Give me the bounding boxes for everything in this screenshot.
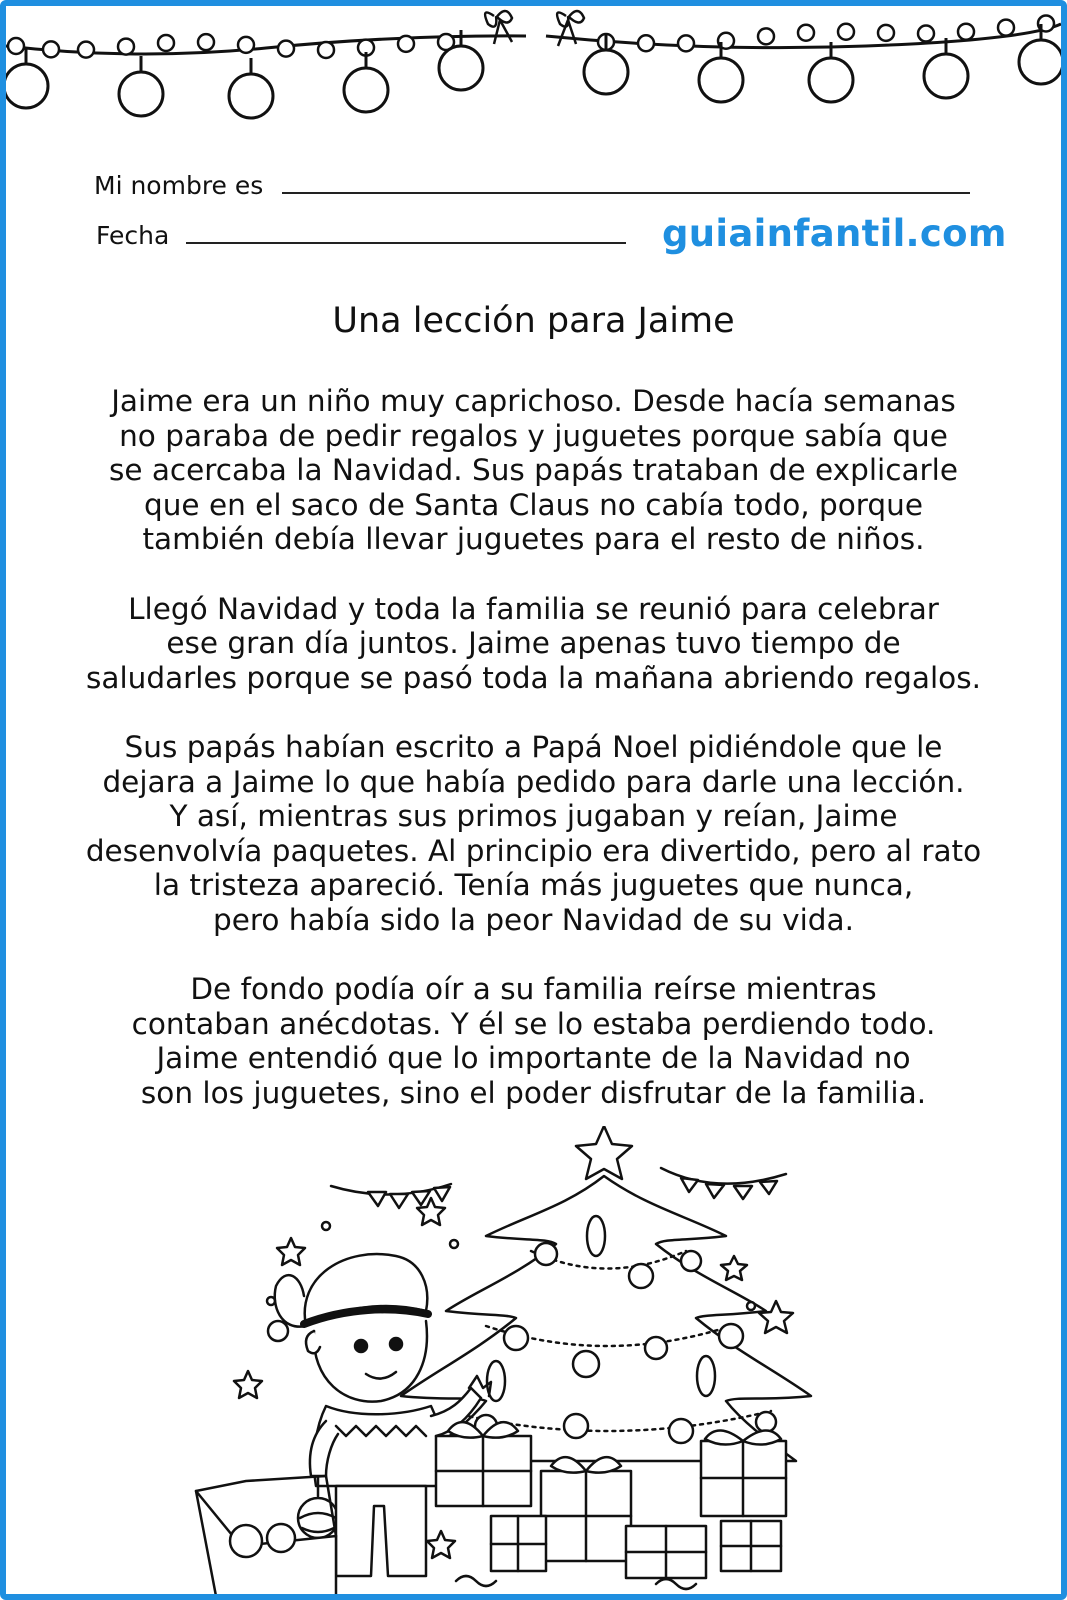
garland-bead bbox=[958, 24, 974, 40]
garland-bead bbox=[758, 28, 774, 44]
story-title: Una lección para Jaime bbox=[332, 301, 735, 341]
garland-bead bbox=[638, 35, 654, 51]
ornament-ball bbox=[924, 54, 968, 98]
garland-bead bbox=[238, 37, 254, 53]
ornament-ball bbox=[119, 72, 163, 116]
story-line: no paraba de pedir regalos y juguetes porque sabía que bbox=[119, 418, 948, 453]
garland-bead bbox=[918, 26, 934, 42]
story-line: pero había sido la peor Navidad de su vida. bbox=[213, 902, 854, 937]
garland-bead bbox=[318, 42, 334, 58]
christmas-garland-decoration bbox=[6, 6, 1061, 126]
christmas-tree-boy-illustration bbox=[186, 1126, 826, 1596]
story-line: ese gran día juntos. Jaime apenas tuvo tiempo de bbox=[166, 626, 901, 660]
name-field[interactable] bbox=[282, 192, 970, 194]
garland-bead bbox=[8, 38, 24, 54]
story-line: De fondo podía oír a su familia reírse mientras bbox=[190, 972, 877, 1006]
garland-bead bbox=[118, 39, 134, 55]
ornament-ball bbox=[344, 68, 388, 112]
story-paragraph bbox=[6, 730, 1061, 937]
brand-logo: guiainfantil.com bbox=[662, 212, 1007, 255]
name-label: Mi nombre es bbox=[94, 171, 264, 200]
story-paragraph bbox=[6, 384, 1061, 557]
story-paragraph bbox=[6, 972, 1061, 1110]
garland-bead bbox=[798, 25, 814, 41]
story-line: Jaime entendió que lo importante de la Navidad no bbox=[156, 1041, 911, 1075]
story-line: dejara a Jaime lo que había pedido para darle una lección. bbox=[102, 764, 965, 799]
garland-bead bbox=[43, 41, 59, 57]
story-line: se acercaba la Navidad. Sus papás trataban de explicarle bbox=[108, 453, 959, 487]
story-body bbox=[6, 384, 1061, 1145]
date-label: Fecha bbox=[96, 221, 170, 250]
story-paragraph bbox=[6, 592, 1061, 696]
ornament-ball bbox=[439, 46, 483, 90]
story-line: desenvolvía paquetes. Al principio era divertido, pero al rato bbox=[85, 833, 982, 868]
ornament-ball bbox=[229, 74, 273, 118]
ornament-ball bbox=[6, 64, 48, 108]
garland-bead bbox=[838, 24, 854, 40]
garland-bead bbox=[398, 36, 414, 52]
garland-bead bbox=[198, 34, 214, 50]
garland-bead bbox=[678, 35, 694, 51]
garland-bead bbox=[278, 41, 294, 57]
garland-bead bbox=[878, 25, 894, 41]
story-line: Jaime era un niño muy caprichoso. Desde hacía semanas bbox=[111, 384, 956, 418]
garland-bead bbox=[78, 42, 94, 58]
story-line: que en el saco de Santa Claus no cabía todo, porque bbox=[144, 487, 923, 522]
story-line: Y así, mientras sus primos jugaban y reían, Jaime bbox=[169, 799, 898, 833]
story-line: Sus papás habían escrito a Papá Noel pidiéndole que le bbox=[124, 730, 943, 764]
ornament-ball bbox=[809, 58, 853, 102]
ornament-ball bbox=[1019, 40, 1061, 84]
story-line: Llegó Navidad y toda la familia se reunió para celebrar bbox=[128, 591, 939, 626]
story-line: son los juguetes, sino el poder disfrutar de la familia. bbox=[140, 1075, 927, 1110]
ornament-ball bbox=[584, 50, 628, 94]
story-line: saludarles porque se pasó toda la mañana abriendo regalos. bbox=[86, 660, 981, 695]
garland-bead bbox=[158, 35, 174, 51]
story-line: la tristeza apareció. Tenía más juguetes que nunca, bbox=[153, 868, 914, 902]
story-line: también debía llevar juguetes para el resto de niños. bbox=[142, 522, 925, 556]
garland-bead bbox=[998, 20, 1014, 36]
date-field[interactable] bbox=[186, 242, 626, 244]
story-line: contaban anécdotas. Y él se lo estaba perdiendo todo. bbox=[131, 1006, 936, 1041]
ornament-ball bbox=[699, 58, 743, 102]
